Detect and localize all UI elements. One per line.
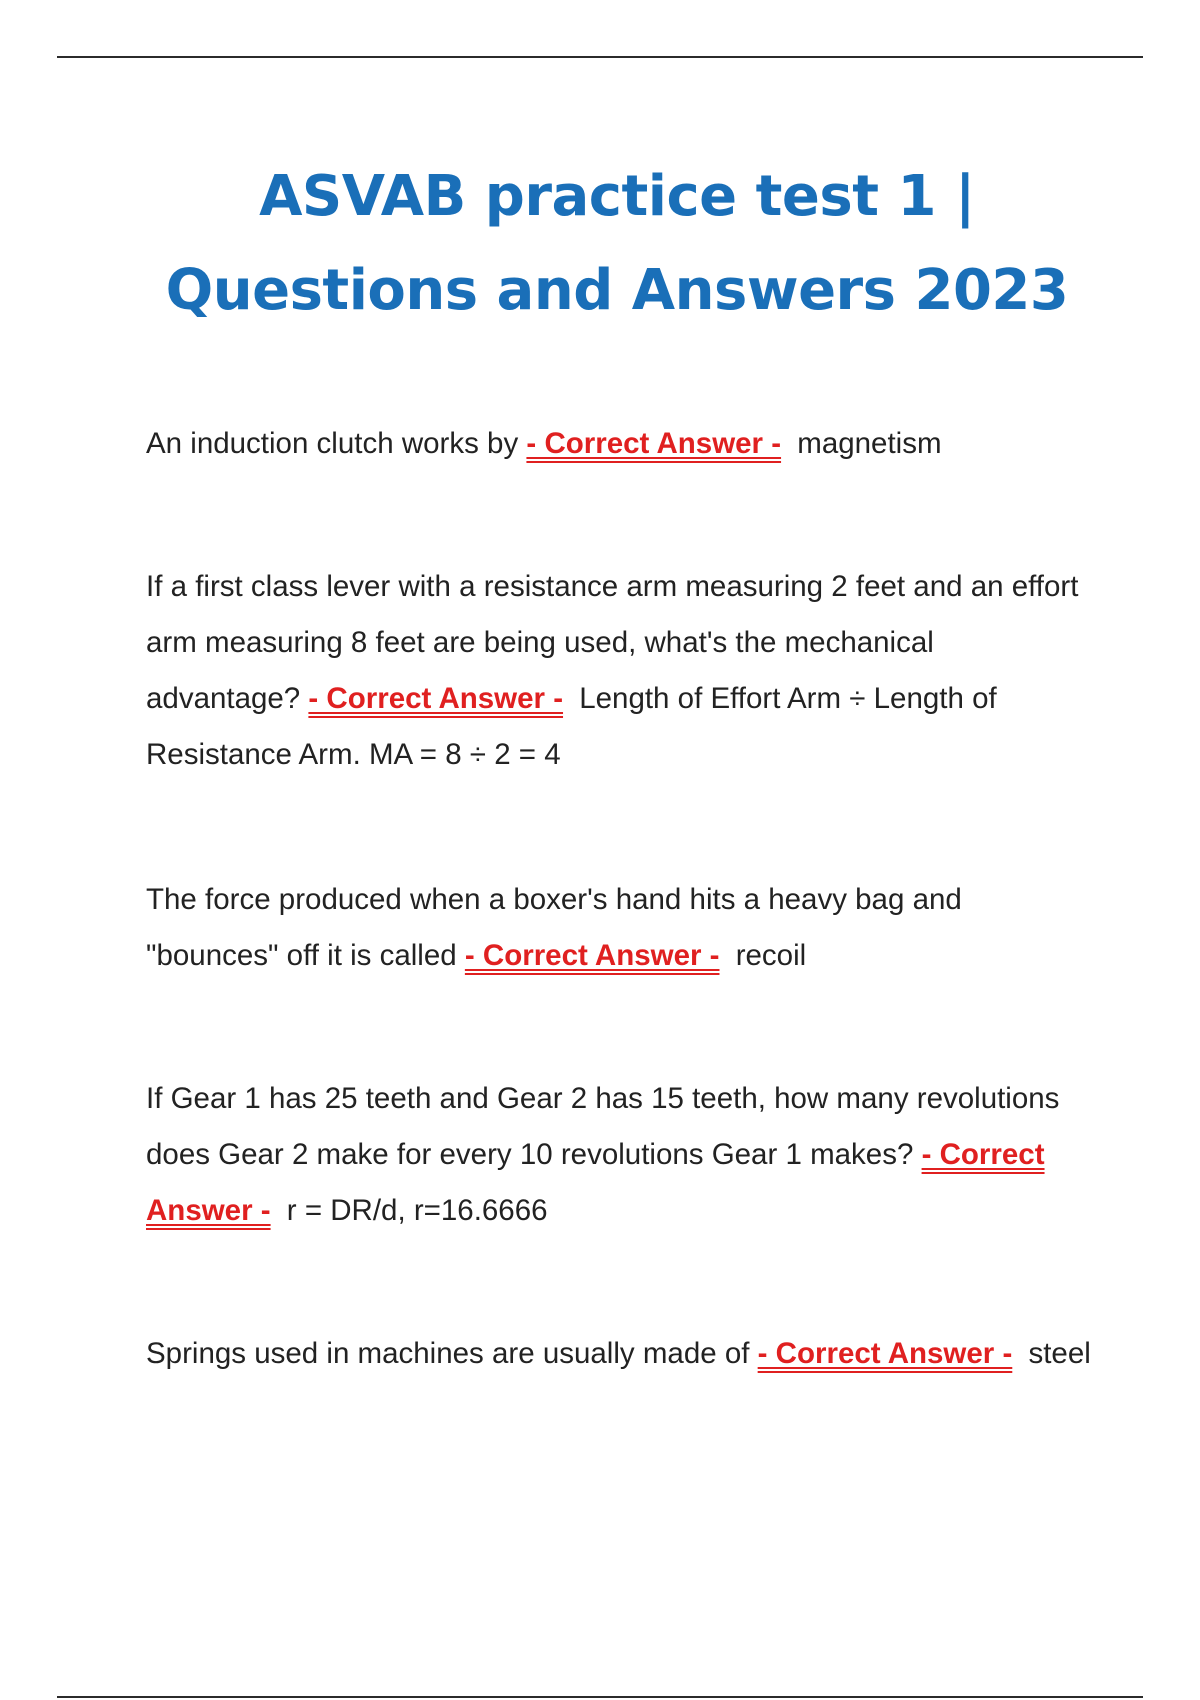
question-text: An induction clutch works by [146,427,519,460]
answer-text: r = DR/d, r=16.6666 [286,1194,548,1227]
correct-answer-marker: - Correct Answer - [757,1337,1013,1370]
answer-text: recoil [735,939,807,972]
answer-text: magnetism [797,427,942,460]
correct-answer-marker: - Correct Answer - [464,939,720,972]
answer-text: steel [1028,1337,1091,1370]
qa-item [146,1326,1096,1382]
title-line-2: Questions and Answers 2023 [165,258,1069,323]
qa-item [146,416,1096,472]
correct-answer-marker: - Correct Answer - [526,427,782,460]
bottom-divider [57,1696,1143,1698]
answer-text: Length of Effort Arm ÷ Length of Resistance Arm. MA = 8 ÷ 2 = 4 [146,682,997,771]
qa-item [146,872,1096,984]
question-text: Springs used in machines are usually made of [146,1337,750,1370]
question-text: If Gear 1 has 25 teeth and Gear 2 has 15 teeth, how many revolutions does Gear 2 make for every 10 revolutions Gear 1 makes? [146,1082,1060,1171]
question-text: If a first class lever with a resistance arm measuring 2 feet and an effort arm measuring 8 feet are being used, what's the mechanical advantage? [146,570,1079,715]
title-line-1: ASVAB practice test 1 | [259,164,975,229]
correct-answer-marker: - Correct Answer - [146,1138,1045,1227]
top-divider [57,56,1143,58]
qa-item [146,559,1096,783]
correct-answer-marker: - Correct Answer - [308,682,564,715]
qa-item [146,1071,1096,1239]
question-text: The force produced when a boxer's hand hits a heavy bag and "bounces" off it is called [146,883,962,972]
document-title [0,150,1200,338]
